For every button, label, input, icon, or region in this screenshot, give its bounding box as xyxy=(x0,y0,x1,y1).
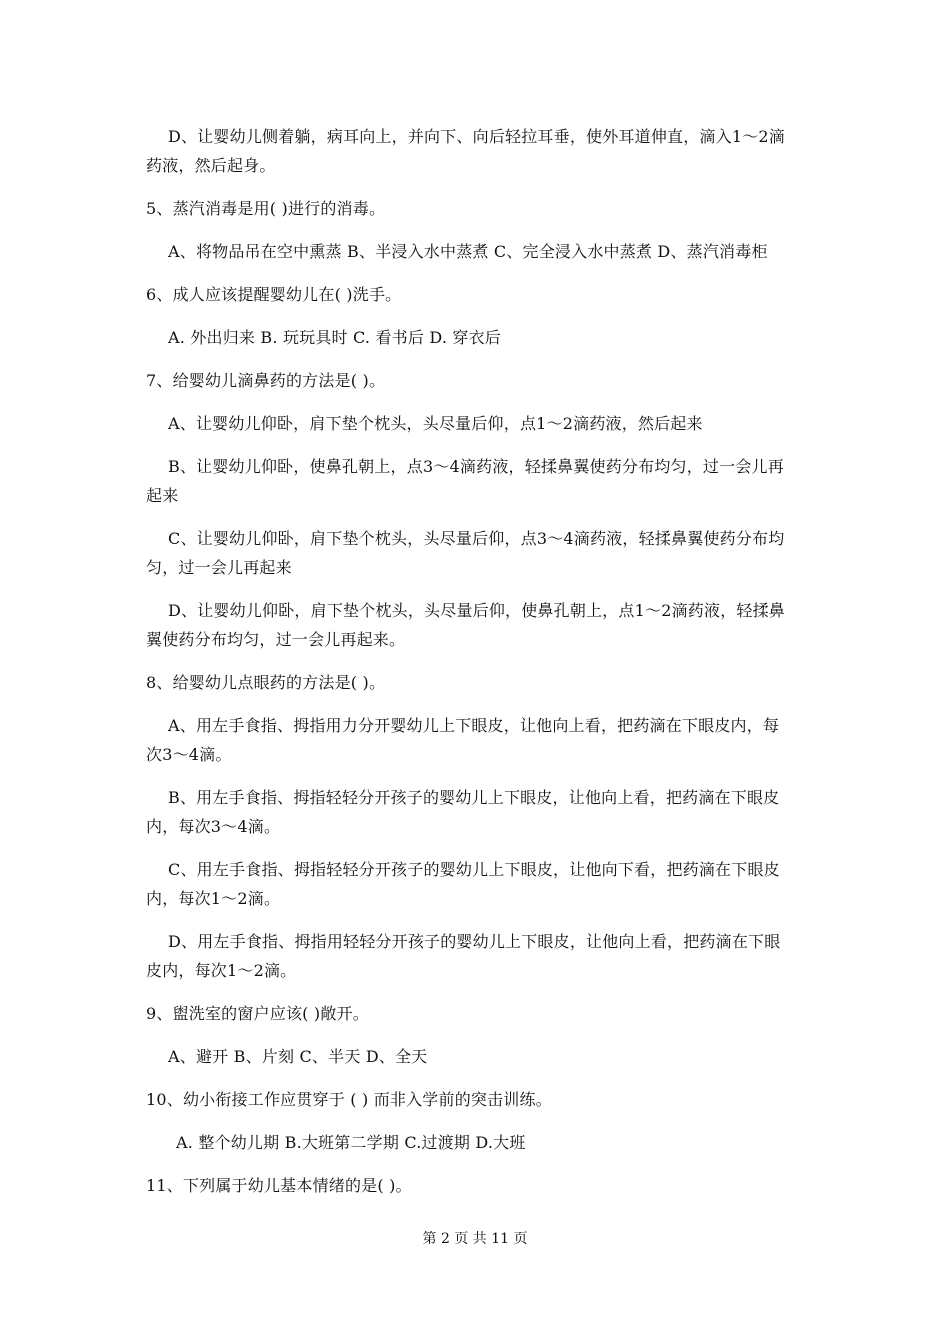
page-footer: 第 2 页 共 11 页 xyxy=(422,1231,528,1247)
question-7-option-c: C、让婴幼儿仰卧，肩下垫个枕头，头尽量后仰，点3～4滴药液，轻揉鼻翼使药分布均 xyxy=(168,529,785,548)
question-10: 10、幼小衔接工作应贯穿于 ( ) 而非入学前的突击训练。 xyxy=(146,1090,552,1109)
question-10-options: A. 整个幼儿期 B.大班第二学期 C.过渡期 D.大班 xyxy=(176,1133,526,1152)
question-6: 6、成人应该提醒婴幼儿在( )洗手。 xyxy=(146,285,402,304)
question-8-option-a: A、用左手食指、拇指用力分开婴幼儿上下眼皮，让他向上看，把药滴在下眼皮内，每 xyxy=(168,716,780,735)
question-8: 8、给婴幼儿点眼药的方法是( )。 xyxy=(146,673,386,692)
text-line: 皮内，每次1～2滴。 xyxy=(146,961,297,980)
question-6-options: A. 外出归来 B. 玩玩具时 C. 看书后 D. 穿衣后 xyxy=(168,328,501,347)
question-8-option-b: B、用左手食指、拇指轻轻分开孩子的婴幼儿上下眼皮，让他向上看，把药滴在下眼皮 xyxy=(168,788,780,807)
question-5-options: A、将物品吊在空中熏蒸 B、半浸入水中蒸煮 C、完全浸入水中蒸煮 D、蒸汽消毒柜 xyxy=(168,242,768,261)
text-line: 内，每次1～2滴。 xyxy=(146,889,281,908)
text-line: 药液，然后起身。 xyxy=(146,156,276,175)
question-9: 9、盥洗室的窗户应该( )敞开。 xyxy=(146,1004,369,1023)
text-line: D、让婴幼儿侧着躺，病耳向上，并向下、向后轻拉耳垂，使外耳道伸直，滴入1～2滴 xyxy=(168,127,785,146)
question-9-options: A、避开 B、片刻 C、半天 D、全天 xyxy=(168,1047,428,1066)
text-line: 次3～4滴。 xyxy=(146,745,232,764)
question-8-option-c: C、用左手食指、拇指轻轻分开孩子的婴幼儿上下眼皮，让他向下看，把药滴在下眼皮 xyxy=(168,860,780,879)
text-line: 起来 xyxy=(146,486,179,505)
question-7: 7、给婴幼儿滴鼻药的方法是( )。 xyxy=(146,371,386,390)
question-11: 11、下列属于幼儿基本情绪的是( )。 xyxy=(146,1176,412,1195)
text-line: 匀，过一会儿再起来 xyxy=(146,558,292,577)
question-8-option-d: D、用左手食指、拇指用轻轻分开孩子的婴幼儿上下眼皮，让他向上看，把药滴在下眼 xyxy=(168,932,781,951)
question-5: 5、蒸汽消毒是用( )进行的消毒。 xyxy=(146,199,386,218)
question-7-option-a: A、让婴幼儿仰卧，肩下垫个枕头，头尽量后仰，点1～2滴药液，然后起来 xyxy=(168,414,703,433)
question-7-option-d: D、让婴幼儿仰卧，肩下垫个枕头，头尽量后仰，使鼻孔朝上，点1～2滴药液，轻揉鼻 xyxy=(168,601,785,620)
text-line: 内，每次3～4滴。 xyxy=(146,817,281,836)
question-7-option-b: B、让婴幼儿仰卧，使鼻孔朝上，点3～4滴药液，轻揉鼻翼使药分布均匀，过一会儿再 xyxy=(168,457,784,476)
text-line: 翼使药分布均匀，过一会儿再起来。 xyxy=(146,630,406,649)
